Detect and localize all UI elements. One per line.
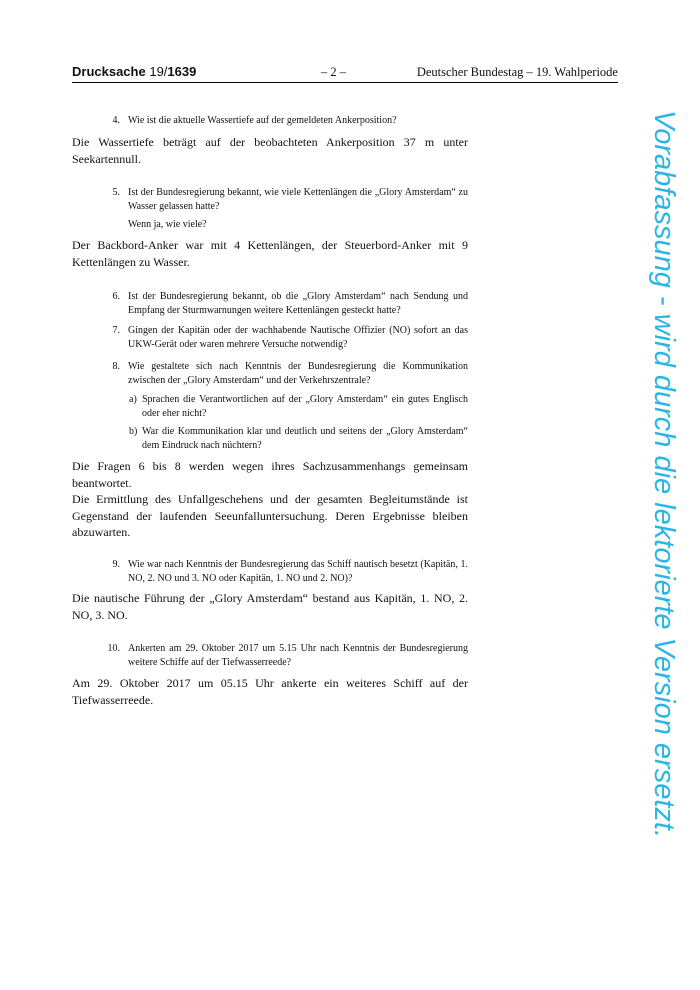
question-8a: a) Sprachen die Verantwortlichen auf der „Glory Amsterdam“ ein gutes Englisch oder eher nicht? <box>129 394 468 419</box>
answer-5: Der Backbord-Anker war mit 4 Kettenlängen, der Steuerbord-Anker mit 9 Kettenlängen zu Wasser. <box>72 238 468 269</box>
answer-6-8-intro: Die Fragen 6 bis 8 werden wegen ihres Sachzusammenhangs gemeinsam beantwortet. <box>72 459 468 490</box>
question-5: 5. Ist der Bundesregierung bekannt, wie viele Kettenlängen die „Glory Amsterdam“ zu Wasser gelassen hatte? <box>112 187 468 212</box>
question-4: 4. Wie ist die aktuelle Wassertiefe auf der gemeldeten Ankerposition? <box>112 115 397 126</box>
question-5-followup: Wenn ja, wie viele? <box>128 219 207 230</box>
document-number: Drucksache 19/1639 <box>72 64 197 79</box>
page-header <box>72 62 618 83</box>
page-number: – 2 – <box>321 65 346 79</box>
answer-4: Die Wassertiefe beträgt auf der beobachteten Ankerposition 37 m unter Seekartennull. <box>72 135 468 166</box>
question-6: 6. Ist der Bundesregierung bekannt, ob die „Glory Amsterdam“ nach Sendung und Empfang der Sturmwarnungen weitere Kettenlängen gesteckt hatte? <box>112 291 468 316</box>
question-9: 9. Wie war nach Kenntnis der Bundesregierung das Schiff nautisch besetzt (Kapitän, 1. NO, 2. NO und 3. NO oder Kapitän, 1. NO und 2. NO)? <box>112 559 468 584</box>
question-10: 10. Ankerten am 29. Oktober 2017 um 5.15 Uhr nach Kenntnis der Bundesregierung weitere Schiffe auf der Tiefwasserreede? <box>107 643 468 668</box>
answer-10: Am 29. Oktober 2017 um 05.15 Uhr ankerte ein weiteres Schiff auf der Tiefwasserreede. <box>72 676 468 707</box>
answer-9: Die nautische Führung der „Glory Amsterdam“ bestand aus Kapitän, 1. NO, 2. NO, 3. NO. <box>72 591 468 622</box>
institution-label: Deutscher Bundestag – 19. Wahlperiode <box>416 65 618 79</box>
draft-watermark: Vorabfassung - wird durch die lektorierte Version ersetzt. <box>648 110 680 839</box>
question-8b: b) War die Kommunikation klar und deutlich und seitens der „Glory Amsterdam“ dem Eindruck nach nüchtern? <box>129 426 468 451</box>
question-7: 7. Gingen der Kapitän oder der wachhabende Nautische Offizier (NO) sofort an das UKW-Gerät oder waren mehrere Versuche notwendig? <box>112 325 468 350</box>
answer-6-8-body: Die Ermittlung des Unfallgeschehens und der gesamten Begleitumstände ist Gegenstand der laufenden Seeunfalluntersuchung. Deren Ergebnisse bleiben abzuwarten. <box>72 492 468 539</box>
question-8: 8. Wie gestaltete sich nach Kenntnis der Bundesregierung die Kommunikation zwischen der „Glory Amsterdam“ und der Verkehrszentrale? <box>112 361 468 386</box>
